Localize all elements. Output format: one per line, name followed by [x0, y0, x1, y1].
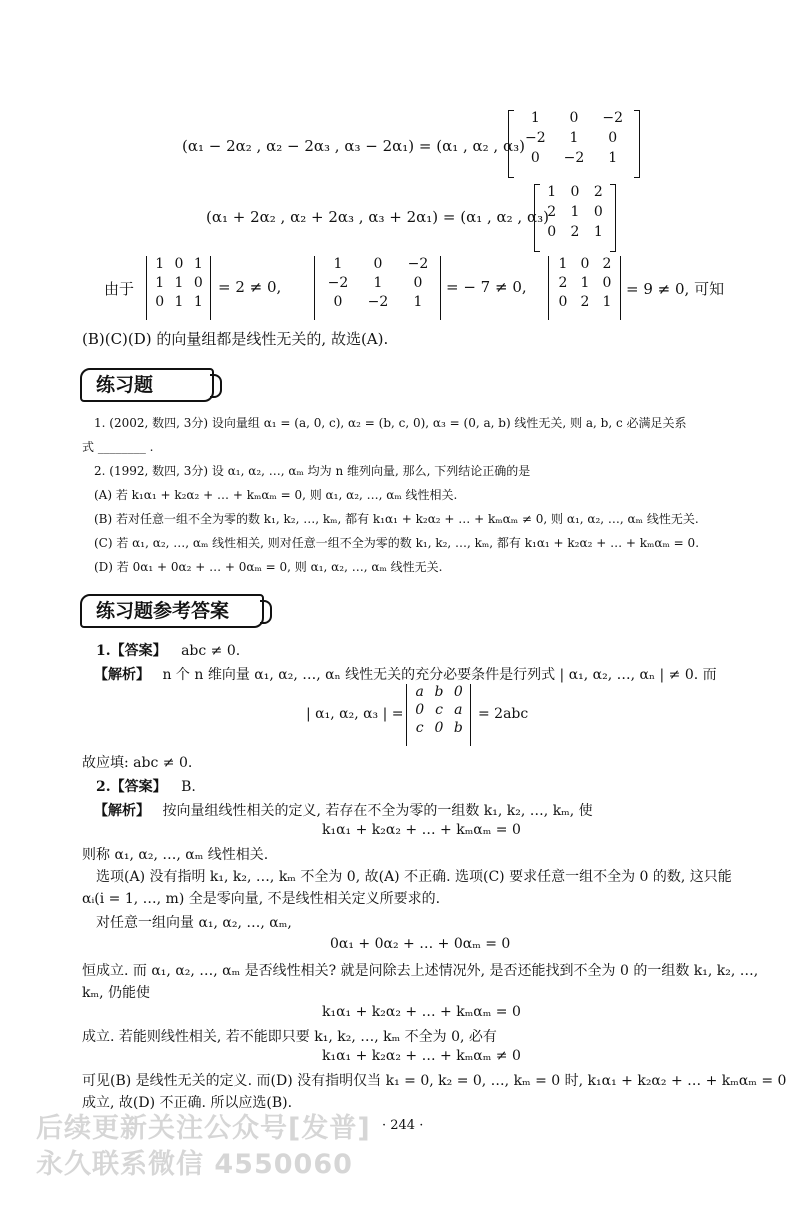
det-bar: [470, 684, 471, 746]
a2-eq1: k₁α₁ + k₂α₂ + … + kₘαₘ = 0: [322, 822, 521, 838]
matrix-eq1-cell: −2: [563, 150, 585, 166]
matrix-eq2-cell: 2: [570, 224, 580, 240]
answers-title: 练习题参考答案: [80, 594, 264, 628]
a2-analysis-label: 【解析】: [94, 803, 150, 819]
a2-analysis-text: 按向量组线性相关的定义, 若存在不全为零的一组数 k₁, k₂, …, kₘ, 使: [162, 803, 593, 819]
page-number: · 244 ·: [382, 1118, 424, 1133]
a1-analysis-label: 【解析】: [94, 667, 150, 683]
a2-p3: 恒成立. 而 α₁, α₂, …, αₘ 是否线性相关? 就是问除去上述情况外, 是否还能找到不全为 0 的一组数 k₁, k₂, …,: [82, 963, 759, 979]
a2-p1: 选项(A) 没有指明 k₁, k₂, …, kₘ 不全为 0, 故(A) 不正确. 选项(C) 要求任意一组不全为 0 的数, 这只能: [96, 869, 732, 885]
a1-det-right: = 2abc: [478, 706, 529, 722]
a1-analysis-text: n 个 n 维向量 α₁, α₂, …, αₙ 线性无关的充分必要条件是行列式 | α₁, α₂, …, αₙ | ≠ 0. 而: [162, 667, 717, 683]
q1-line2: 式 ________ .: [82, 440, 154, 454]
determinant-2-cell: 1: [333, 256, 343, 272]
q1-line1: 1. (2002, 数四, 3分) 设向量组 α₁ = (a, 0, c), α₂ = (b, c, 0), α₃ = (0, a, b) 线性无关, 则 a, b, c 必满足关系: [94, 416, 687, 430]
a2-p3b: kₘ, 仍能使: [82, 985, 150, 1001]
determinant-1: [150, 256, 208, 310]
exercises-title: 练习题: [80, 368, 214, 402]
determinant-2-cell: −2: [327, 275, 349, 291]
determinant-1-cell: 1: [193, 294, 203, 310]
a2-answer: [96, 776, 196, 796]
determinant-2-cell: 1: [413, 294, 423, 310]
determinant-3-cell: 0: [580, 256, 590, 272]
matrix-eq2-cell: 0: [547, 224, 557, 240]
a2-p4: 成立. 若能则线性相关, 若不能即只要 k₁, k₂, …, kₘ 不全为 0, 必有: [82, 1029, 497, 1045]
determinant-abc: [410, 684, 468, 736]
a1-value: abc ≠ 0.: [181, 643, 241, 659]
determinant-2-cell: 0: [333, 294, 343, 310]
matrix-eq1-cell: 1: [608, 150, 618, 166]
determinant-3-cell: 2: [602, 256, 612, 272]
a1-analysis: [94, 664, 717, 684]
q2-stem: 2. (1992, 数四, 3分) 设 α₁, α₂, …, αₘ 均为 n 维列向量, 那么, 下列结论正确的是: [94, 464, 531, 478]
matrix-eq2-cell: 2: [547, 204, 557, 220]
determinant-abc-cell: 0: [453, 684, 463, 700]
since-label: 由于: [104, 280, 135, 298]
determinant-3-cell: 1: [602, 294, 612, 310]
determinant-3-cell: 0: [558, 294, 568, 310]
a2-p5: 可见(B) 是线性无关的定义. 而(D) 没有指明仅当 k₁ = 0, k₂ = 0, …, kₘ = 0 时, k₁α₁ + k₂α₂ + … + kₘαₘ = 0: [82, 1073, 787, 1089]
determinant-3-cell: 1: [558, 256, 568, 272]
a2-eq3: k₁α₁ + k₂α₂ + … + kₘαₘ = 0: [322, 1004, 521, 1020]
matrix-eq2-cell: 0: [593, 204, 603, 220]
watermark-line2: 永久联系微信 4550060: [36, 1149, 353, 1180]
determinant-1-cell: 0: [174, 256, 184, 272]
determinant-2-cell: 0: [413, 275, 423, 291]
determinant-2: [318, 256, 438, 310]
determinant-1-cell: 1: [155, 275, 165, 291]
determinant-1-cell: 0: [193, 275, 203, 291]
a2-p5b: 成立, 故(D) 不正确. 所以应选(B).: [82, 1095, 293, 1111]
matrix-bracket-left: [508, 110, 514, 178]
determinant-2-cell: 0: [373, 256, 383, 272]
determinant-abc-cell: b: [453, 720, 463, 736]
determinant-1-cell: 1: [193, 256, 203, 272]
matrix-eq1-cell: 1: [569, 130, 579, 146]
determinant-abc-cell: a: [454, 702, 463, 718]
matrix-eq1-cell: 0: [608, 130, 618, 146]
determinant-abc-cell: b: [434, 684, 444, 700]
det1-result: = 2 ≠ 0,: [218, 278, 282, 296]
matrix-bracket-right: [610, 184, 616, 252]
conclusion: (B)(C)(D) 的向量组都是线性无关的, 故选(A).: [82, 330, 389, 348]
a2-value: B.: [181, 779, 196, 795]
det-bar: [620, 256, 621, 320]
q2-option-b: (B) 若对任意一组不全为零的数 k₁, k₂, …, kₘ, 都有 k₁α₁ + k₂α₂ + … + kₘαₘ ≠ 0, 则 α₁, α₂, …, αₘ 线性无关.: [94, 512, 699, 526]
determinant-2-cell: −2: [407, 256, 429, 272]
det-bar: [146, 256, 147, 320]
determinant-abc-cell: c: [435, 702, 443, 718]
det-bar: [548, 256, 549, 320]
matrix-eq1: [516, 110, 632, 166]
matrix-eq1-cell: 0: [569, 110, 579, 126]
determinant-2-cell: 1: [373, 275, 383, 291]
a1-fill: 故应填: abc ≠ 0.: [82, 755, 193, 771]
det-bar: [440, 256, 441, 320]
determinant-3-cell: 0: [602, 275, 612, 291]
determinant-abc-cell: c: [415, 720, 424, 736]
det3-result: = 9 ≠ 0, 可知: [626, 280, 725, 298]
a2-eq2: 0α₁ + 0α₂ + … + 0αₘ = 0: [330, 936, 511, 952]
determinant-1-cell: 1: [174, 275, 184, 291]
a2-eq4: k₁α₁ + k₂α₂ + … + kₘαₘ ≠ 0: [322, 1048, 521, 1064]
determinant-1-cell: 1: [155, 256, 165, 272]
determinant-2-cell: −2: [367, 294, 389, 310]
matrix-eq1-cell: 0: [530, 150, 540, 166]
matrix-bracket-right: [634, 110, 640, 178]
matrix-eq2: [540, 184, 610, 240]
det-bar: [210, 256, 211, 320]
determinant-abc-cell: 0: [415, 702, 425, 718]
a2-p2: 对任意一组向量 α₁, α₂, …, αₘ,: [96, 915, 292, 931]
a1-answer: [96, 640, 240, 660]
determinant-abc-cell: 0: [434, 720, 444, 736]
a2-analysis: [94, 800, 593, 820]
matrix-eq2-cell: 0: [570, 184, 580, 200]
a1-label: 1.【答案】: [96, 643, 167, 659]
det-bar: [314, 256, 315, 320]
determinant-abc-cell: a: [415, 684, 424, 700]
a1-det-left: | α₁, α₂, α₃ | =: [306, 706, 404, 722]
watermark-line1: 后续更新关注公众号[发普]: [36, 1113, 371, 1144]
det-bar: [406, 684, 407, 746]
eq2-left: (α₁ + 2α₂ , α₂ + 2α₃ , α₃ + 2α₁) = (α₁ , α₂ , α₃): [206, 208, 549, 226]
determinant-3-cell: 2: [558, 275, 568, 291]
matrix-eq2-cell: 1: [593, 224, 603, 240]
matrix-eq1-cell: −2: [602, 110, 623, 126]
determinant-1-cell: 1: [174, 294, 184, 310]
a2-p1b: αᵢ(i = 1, …, m) 全是零向量, 不是线性相关定义所要求的.: [82, 891, 441, 907]
matrix-eq1-cell: 1: [530, 110, 540, 126]
matrix-eq1-cell: −2: [525, 130, 546, 146]
q2-option-c: (C) 若 α₁, α₂, …, αₘ 线性相关, 则对任意一组不全为零的数 k₁, k₂, …, kₘ, 都有 k₁α₁ + k₂α₂ + … + kₘαₘ = 0.: [94, 536, 700, 550]
determinant-3-cell: 2: [580, 294, 590, 310]
determinant-3: [552, 256, 618, 310]
determinant-3-cell: 1: [580, 275, 590, 291]
q2-option-d: (D) 若 0α₁ + 0α₂ + … + 0αₘ = 0, 则 α₁, α₂, …, αₘ 线性无关.: [94, 560, 443, 574]
q2-option-a: (A) 若 k₁α₁ + k₂α₂ + … + kₘαₘ = 0, 则 α₁, α₂, …, αₘ 线性相关.: [94, 488, 458, 502]
a2-then: 则称 α₁, α₂, …, αₘ 线性相关.: [82, 847, 269, 863]
eq1-left: (α₁ − 2α₂ , α₂ − 2α₃ , α₃ − 2α₁) = (α₁ , α₂ , α₃): [182, 137, 525, 155]
a2-label: 2.【答案】: [96, 779, 167, 795]
det2-result: = − 7 ≠ 0,: [446, 278, 527, 296]
matrix-eq2-cell: 1: [570, 204, 580, 220]
matrix-eq2-cell: 2: [593, 184, 603, 200]
determinant-1-cell: 0: [155, 294, 165, 310]
matrix-eq2-cell: 1: [547, 184, 557, 200]
